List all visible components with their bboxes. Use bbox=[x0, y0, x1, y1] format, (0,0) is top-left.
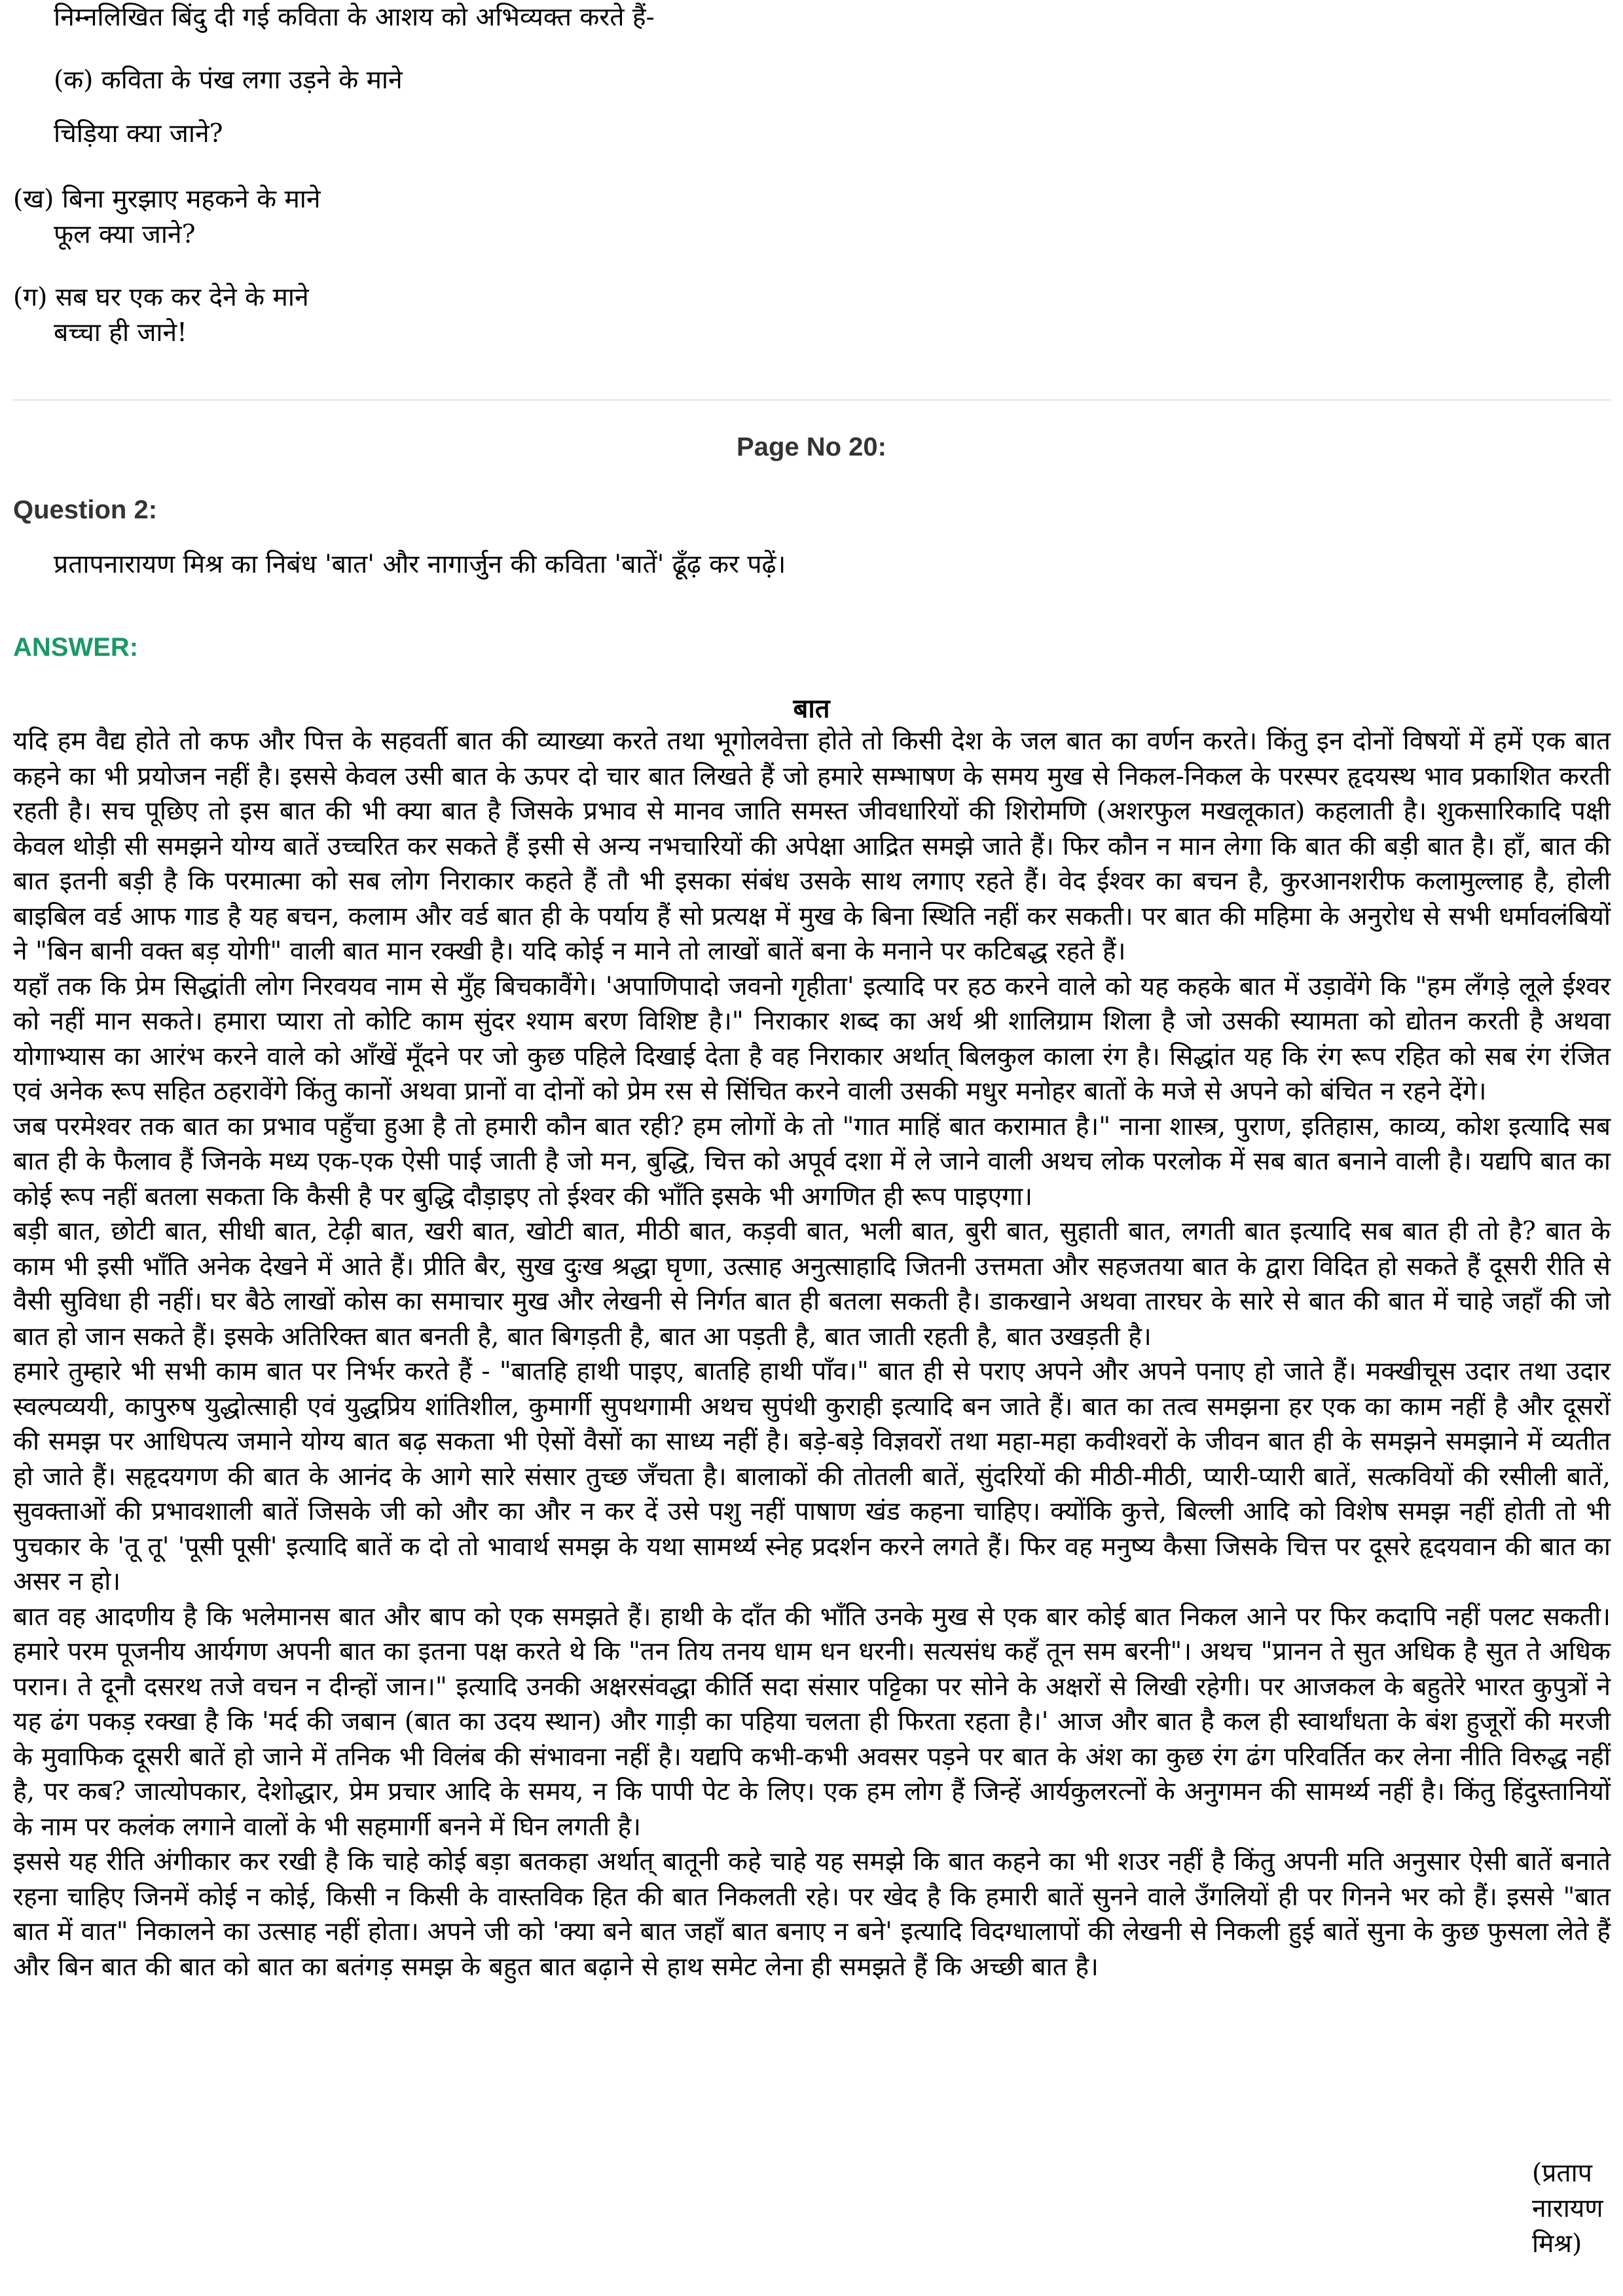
essay-paragraph: हमारे तुम्हारे भी सभी काम बात पर निर्भर करते हैं - "बातहि हाथी पाइए, बातहि हाथी पाँव।" बात ही से पराए अपने और अपने पनाए हो जाते हैं। मक्खीचूस उदार तथा उदार स्वल्पव्ययी, कापुरुष युद्धोत्साही एवं युद्धप्रिय शांतिशील, कुमार्गी सुपथगामी अथच सुपंथी कुराही इत्यादि बन जाते हैं। बात का तत्व समझना हर एक का काम नहीं है और दूसरों की समझ पर आधिपत्य जमाने योग्य बात बढ़ सकता भी ऐसों वैसों का साध्य नहीं है। बड़े-बड़े विज्ञवरों तथा महा-महा कवीश्वरों के जीवन बात ही के समझने समझाने में व्यतीत हो जाते हैं। सहृदयगण की बात के आनंद के आगे सारे संसार तुच्छ जँचता है। बालाकों की तोतली बातें, सुंदरियों की मीठी-मीठी, प्यारी-प्यारी बातें, सत्कवियों की रसीली बातें, सुवक्ताओं की प्रभावशाली बातें जिसके जी को और का और न कर दें उसे पशु नहीं पाषाण खंड कहना चाहिए। क्योंकि कुत्ते, बिल्ली आदि को विशेष समझ नहीं होती तो भी पुचकार के 'तू तू' 'पूसी पूसी' इत्यादि बातें क दो तो भावार्थ समझ के यथा सामर्थ्य स्नेह प्रदर्शन करने लगते हैं। फिर वह मनुष्य कैसा जिसके चित्त पर दूसरे हृदयवान की बात का असर न हो। bbox=[13, 1357, 1611, 1596]
essay-author: (प्रताप नारायण मिश्र) bbox=[1532, 2159, 1603, 2259]
essay-paragraph: बड़ी बात, छोटी बात, सीधी बात, टेढ़ी बात, खरी बात, खोटी बात, मीठी बात, कड़वी बात, भली बात, बुरी बात, सुहाती बात, लगती बात इत्यादि सब बात ही तो है? बात के काम भी इसी भाँति अनेक देखने में आते हैं। प्रीति बैर, सुख दुःख श्रद्धा घृणा, उत्साह अनुत्साहादि जितनी उत्तमता और सहजतया बात के द्वारा विदित हो सकते हैं दूसरी रीति से वैसी सुविधा ही नहीं। घर बैठे लाखों कोस का समाचार मुख और लेखनी से निर्गत बात ही बतला सकती है। डाकखाने अथवा तारघर के सारे से बात की बात में चाहे जहाँ की जो बात हो जान सकते हैं। इसके अतिरिक्त बात बनती है, बात बिगड़ती है, बात आ पड़ती है, बात जाती रहती है, बात उखड़ती है। bbox=[13, 1217, 1611, 1352]
essay-paragraph: बात वह आदणीय है कि भलेमानस बात और बाप को एक समझते हैं। हाथी के दाँत की भाँति उनके मुख से एक बार कोई बात निकल आने पर फिर कदापि नहीं पलट सकती। हमारे परम पूजनीय आर्यगण अपनी बात का इतना पक्ष करते थे कि "तन तिय तनय धाम धन धरनी। सत्यसंध कहँ तून सम बरनी"। अथच "प्रानन ते सुत अधिक है सुत ते अधिक परान। ते दूनौ दसरथ तजे वचन न दीन्हों जान।" इत्यादि उनकी अक्षरसंवद्धा कीर्ति सदा संसार पट्टिका पर सोने के अक्षरों से लिखी रहेगी। पर आजकल के बहुतेरे भारत कुपुत्रों ने यह ढंग पकड़ रक्खा है कि 'मर्द की जबान (बात का उदय स्थान) और गाड़ी का पहिया चलता ही फिरता रहता है।' आज और बात है कल ही स्वार्थांधता के बंश हुजूरों की मरजी के मुवाफिक दूसरी बातें हो जाने में तनिक भी विलंब की संभावना नहीं है। यद्यपि कभी-कभी अवसर पड़ने पर बात के अंश का कुछ रंग ढंग परिवर्तित कर लेना नीति विरुद्ध नहीं है, पर कब? जात्योपकार, देशोद्धार, प्रेम प्रचार आदि के समय, न कि पापी पेट के लिए। एक हम लोग हैं जिन्हें आर्यकुलरत्नों के अनुगमन की सामर्थ्य नहीं है। किंतु हिंदुस्तानियों के नाम पर कलंक लगाने वालों के भी सहमार्गी बनने में घिन लगती है। bbox=[13, 1602, 1611, 1842]
essay-paragraph: इससे यह रीति अंगीकार कर रखी है कि चाहे कोई बड़ा बतकहा अर्थात् बातूनी कहे चाहे यह समझे कि बात कहने का भी शउर नहीं है किंतु अपनी मति अनुसार ऐसी बातें बनाते रहना चाहिए जिनमें कोई न कोई, किसी न किसी के वास्तविक हित की बात निकलती रहे। पर खेद है कि हमारी बातें सुनने वाले उँगलियों ही पर गिनने भर को हैं। इससे "बात बात में वात" निकालने का उत्साह नहीं होता। अपने जी को 'क्या बने बात जहाँ बात बनाए न बने' इत्यादि विदग्धालापों की लेखनी से निकली हुई बातें सुना के कुछ फुसला लेते हैं और बिन बात की बात को बात का बतंगड़ समझ के बहुत बात बढ़ाने से हाथ समेट लेना ही समझते हैं कि अच्छी बात है। bbox=[13, 1847, 1611, 1982]
answer-label: ANSWER: bbox=[13, 633, 139, 662]
point-c-line-1: (ग) सब घर एक कर देने के माने bbox=[13, 283, 309, 312]
essay-paragraph: यहाँ तक कि प्रेम सिद्धांती लोग निरवयव नाम से मुँह बिचकावैंगे। 'अपाणिपादो जवनो गृहीता' इत्यादि पर हठ करने वाले को यह कहके बात में उड़ावेंगे कि "हम लँगड़े लूले ईश्वर को नहीं मान सकते। हमारा प्यारा तो कोटि काम सुंदर श्याम बरण विशिष्ट है।" निराकार शब्द का अर्थ श्री शालिग्राम शिला है जो उसकी स्यामता को द्योतन करती है अथवा योगाभ्यास का आरंभ करने वाले को आँखें मूँदने पर जो कुछ पहिले दिखाई देता है वह निराकार अर्थात् बिलकुल काला रंग है। सिद्धांत यह कि रंग रूप रहित को सब रंग रंजित एवं अनेक रूप सहित ठहरावेंगे किंतु कानों अथवा प्रानों वा दोनों को प्रेम रस से सिंचित करने वाली उसकी मधुर मनोहर बातों के मजे से अपने को बंचित न रहने देंगे। bbox=[13, 971, 1611, 1106]
essay-title: बात bbox=[793, 693, 830, 724]
essay-body bbox=[13, 724, 1611, 1984]
essay-paragraph: जब परमेश्वर तक बात का प्रभाव पहुँचा हुआ है तो हमारी कौन बात रही? हम लोगों के तो "गात माहिं बात करामात है।" नाना शास्त्र, पुराण, इतिहास, काव्य, कोश इत्यादि सब बात ही के फैलाव हैं जिनके मध्य एक-एक ऐसी पाई जाती है जो मन, बुद्धि, चित्त को अपूर्व दशा में ले जाने वाली अथच लोक परलोक में सब बात बनाने वाली है। यद्यपि बात का कोई रूप नहीं बतला सकता कि कैसी है पर बुद्धि दौड़ाइए तो ईश्वर की भाँति इसके भी अगणित ही रूप पाइएगा। bbox=[13, 1111, 1611, 1211]
point-a-line-1: (क) कविता के पंख लगा उड़ने के माने bbox=[54, 65, 403, 95]
section-divider bbox=[13, 399, 1611, 401]
page-number-heading: Page No 20: bbox=[737, 433, 886, 461]
question-title: Question 2: bbox=[13, 495, 158, 524]
point-b-line-2: फूल क्या जाने? bbox=[54, 220, 196, 249]
essay-paragraph: यदि हम वैद्य होते तो कफ और पित्त के सहवर्ती बात की व्याख्या करते तथा भूगोलवेत्ता होते तो किसी देश के जल बात का वर्णन करते। किंतु इन दोनों विषयों में हमें एक बात कहने का भी प्रयोजन नहीं है। इससे केवल उसी बात के ऊपर दो चार बात लिखते हैं जो हमारे सम्भाषण के समय मुख से निकल-निकल के परस्पर हृदयस्थ भाव प्रकाशित करती रहती है। सच पूछिए तो इस बात की भी क्या बात है जिसके प्रभाव से मानव जाति समस्त जीवधारियों की शिरोमणि (अशरफुल मखलूकात) कहलाती है। शुकसारिकादि पक्षी केवल थोड़ी सी समझने योग्य बातें उच्चरित कर सकते हैं इसी से अन्य नभचारियों की अपेक्षा आद्रित समझे जाते हैं। फिर कौन न मान लेगा कि बात की बड़ी बात है। हाँ, बात की बात इतनी बड़ी है कि परमात्मा को सब लोग निराकार कहते हैं तौ भी इसका संबंध उसके साथ लगाए रहते हैं। वेद ईश्वर का बचन है, कुरआनशरीफ कलामुल्लाह है, होली बाइबिल वर्ड आफ गाड है यह बचन, कलाम और वर्ड बात ही के पर्याय हैं सो प्रत्यक्ष में मुख के बिना स्थिति नहीं कर सकती। पर बात की महिमा के अनुरोध से सभी धर्मावलंबियों ने "बिन बानी वक्त बड़ योगी" वाली बात मान रक्खी है। यदि कोई न माने तो लाखों बातें बना के मनाने पर कटिबद्ध रहते हैं। bbox=[13, 726, 1611, 966]
point-b-line-1: (ख) बिना मुरझाए महकने के माने bbox=[13, 185, 321, 214]
intro-text: निम्नलिखित बिंदु दी गई कविता के आशय को अभिव्यक्त करते हैं- bbox=[54, 3, 655, 32]
point-a-line-2: चिड़िया क्या जाने? bbox=[54, 119, 223, 149]
question-text: प्रतापनारायण मिश्र का निबंध 'बात' और नागार्जुन की कविता 'बातें' ढूँढ़ कर पढ़ें। bbox=[54, 550, 786, 579]
point-c-line-2: बच्चा ही जाने! bbox=[54, 318, 187, 348]
